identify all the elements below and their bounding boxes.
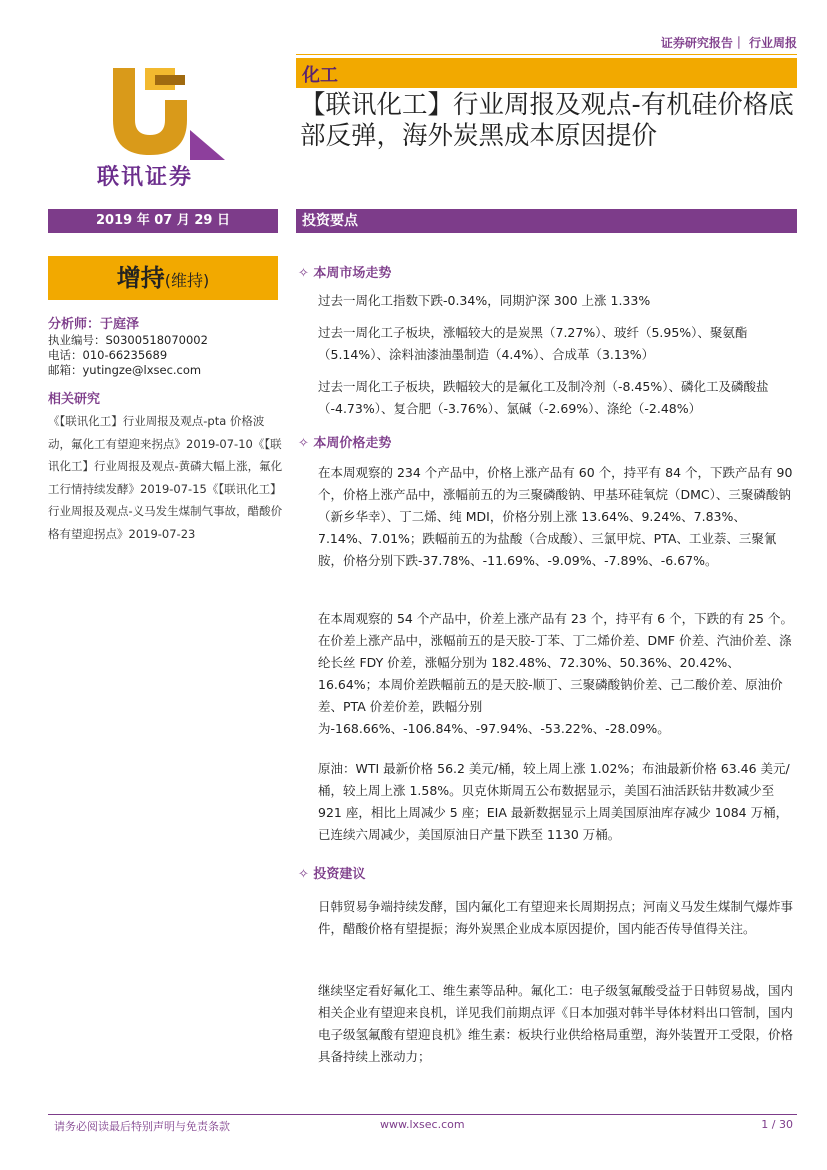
analyst-license: 执业编号：S0300518070002 <box>48 333 208 347</box>
related-research-title: 相关研究 <box>48 392 101 407</box>
rating-badge <box>48 256 278 300</box>
rating-main: 增持 <box>116 264 165 292</box>
report-type-tag: 证券研究报告｜ 行业周报 <box>660 36 797 50</box>
company-logo-text: 联讯证券 <box>97 164 194 190</box>
analyst-email: 邮箱：yutingze@lxsec.com <box>48 363 202 377</box>
paragraph-price-spreads: 在本周观察的 54 个产品中，价差上涨产品有 23 个，持平有 6 个，下跌的有 25 个。在价差上涨产品中，涨幅前五的是天胶-丁苯、丁二烯价差、DMF 价差、汽油价差、涤纶长丝 FDY 价差，涨幅分别为 182.48%、72.30%、50.36%、20.42%、16.64%；本周价差跌幅前五的是天胶-顺丁、三聚磷酸钠价差、己二酸价差、原油价差、PTA 价差价差，跌幅分别为-168.66%、-106.84%、-97.94%、-53.22%、-28.09%。 <box>318 611 793 736</box>
paragraph-sub-sector-gainers: 过去一周化工子板块，涨幅较大的是炭黑（7.27%）、玻纤（5.95%）、聚氨酯（5.14%）、涂料油漆油墨制造（4.4%）、合成革（3.13%） <box>318 325 748 362</box>
paragraph-market-index: 过去一周化工指数下跌-0.34%，同期沪深 300 上涨 1.33% <box>318 293 651 308</box>
section-bar-key-points <box>296 209 797 233</box>
paragraph-advice-1: 日韩贸易争端持续发酵，国内氟化工有望迎来长周期拐点；河南义马发生煤制气爆炸事件，醋酸价格有望提振；海外炭黑企业成本原因提价，国内能否传导值得关注。 <box>318 899 794 936</box>
footer-page-number: 1 / 30 <box>761 1118 793 1131</box>
related-research-list: 《【联讯化工】行业周报及观点-pta 价格波动，氟化工有望迎来拐点》2019-07-10《【联讯化工】行业周报及观点-黄磷大幅上涨，氟化工行情持续发酵》2019-07-15《【联讯化工】行业周报及观点-义马发生煤制气事故，醋酸价格有望迎拐点》2019-07-23 <box>48 414 283 541</box>
rating-sub: (维持) <box>164 271 210 290</box>
footer-website: www.lxsec.com <box>380 1118 465 1131</box>
heading-price-trend: ✧ 本周价格走势 <box>298 436 392 451</box>
section-title: 投资要点 <box>302 213 358 229</box>
analyst-title: 分析师：于庭泽 <box>48 317 140 332</box>
heading-investment-advice: ✧ 投资建议 <box>298 867 366 882</box>
paragraph-advice-2: 继续坚定看好氟化工、维生素等品种。氟化工：电子级氢氟酸受益于日韩贸易战，国内相关企业有望迎来良机，详见我们前期点评《日本加强对韩半导体材料出口管制，国内电子级氢氟酸有望迎良机》维生素：板块行业供给格局重塑，海外装置开工受限，价格具备持续上涨动力； <box>318 983 794 1064</box>
report-title: 【联讯化工】行业周报及观点-有机硅价格底部反弹，海外炭黑成本原因提价 <box>300 90 794 151</box>
category-bar <box>296 58 797 88</box>
paragraph-price-products: 在本周观察的 234 个产品中，价格上涨产品有 60 个，持平有 84 个，下跌产品有 90 个，价格上涨产品中，涨幅前五的为三聚磷酸钠、甲基环硅氧烷（DMC）、三聚磷酸钠（新乡华幸）、丁二烯、纯 MDI，价格分别上涨 13.64%、9.24%、7.83%、7.14%、7.01%；跌幅前五的为盐酸（合成酸）、三氯甲烷、PTA、工业萘、三聚氰胺，价格分别下跌-37.78%、-11.69%、-9.09%、-7.89%、-6.67%。 <box>318 465 793 568</box>
report-date: 2019 年 07 月 29 日 <box>48 209 278 233</box>
paragraph-crude-oil: 原油：WTI 最新价格 56.2 美元/桶，较上周上涨 1.02%；布油最新价格 63.46 美元/桶，较上周上涨 1.58%。贝克休斯周五公布数据显示，美国石油活跃钻井数减少至 921 座，相比上周减少 5 座；EIA 最新数据显示上周美国原油库存减少 1084 万桶，已连续六周减少，美国原油日产量下跌至 1130 万桶。 <box>318 761 790 842</box>
category-label: 化工 <box>302 65 338 86</box>
footer-disclaimer: 请务必阅读最后特别声明与免责条款 <box>54 1120 230 1133</box>
footer-divider <box>48 1114 797 1115</box>
paragraph-sub-sector-losers: 过去一周化工子板块，跌幅较大的是氟化工及制冷剂（-8.45%）、磷化工及磷酸盐（-4.73%）、复合肥（-3.76%）、氯碱（-2.69%）、涤纶（-2.48%） <box>318 379 769 416</box>
header-divider <box>296 54 797 55</box>
analyst-phone: 电话：010-66235689 <box>48 348 168 362</box>
heading-market-trend: ✧ 本周市场走势 <box>298 266 392 281</box>
